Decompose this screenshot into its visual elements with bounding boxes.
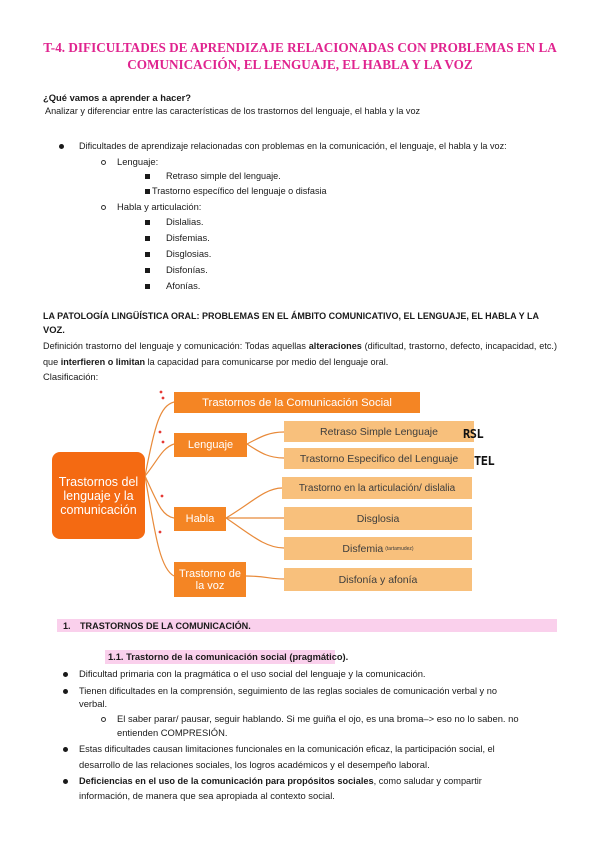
page-title-line-1: T-4. DIFICULTADES DE APRENDIZAJE RELACIONADAS CON PROBLEMAS EN LA [43,40,557,55]
pathology-heading-line-2: VOZ. [43,324,65,335]
outline-habla-item: Disfemias. [166,232,210,243]
intro-question: ¿Qué vamos a aprender a hacer? [43,92,191,103]
section-1-bullet-4-line-2: información, de manera que sea apropiada al contexto social. [79,790,335,801]
bullet-dot [63,672,68,677]
diagram-disfonia: Disfonía y afonía [284,568,472,591]
diagram-root: Trastornos del lenguaje y la comunicación [52,452,145,539]
subsection-title: 1.1. Trastorno de la comunicación social (pragmático). [108,652,349,662]
definition-text: Definición trastorno del lenguaje y comunicación: Todas aquellas [43,341,309,351]
outline-habla-item: Disglosias. [166,248,212,259]
bullet-square [145,268,150,273]
definition-bold: alteraciones [308,341,362,351]
bullet-square [145,236,150,241]
diagram-habla: Habla [174,507,226,531]
connector-lines [145,402,284,579]
section-1-bullet-2-line-1: Tienen dificultades en la comprensión, seguimiento de las reglas sociales de comunicación verbal y no [79,686,497,696]
disfemia-note: (tartamudez) [385,545,414,552]
bullet-4-rest: , como saludar y compartir [373,776,482,786]
connector-voz-disfonia [246,576,284,579]
bullet-4-bold: Deficiencias en el uso de la comunicación para propósitos sociales [79,776,374,786]
connector-root-social [145,402,174,476]
section-1-sub-bullet-line-1: El saber parar/ pausar, seguir hablando. Si me guiña el ojo, es una broma–> eso no lo saben. no [117,713,519,724]
pathology-heading-line-1: LA PATOLOGÍA LINGÜÍSTICA ORAL: PROBLEMAS EN EL ÁMBITO COMUNICATIVO, EL LENGUAJE, EL HABLA Y LA [43,311,540,321]
outline-lenguaje-item: Retraso simple del lenguaje. [166,171,281,181]
bullet-circle [101,717,106,722]
section-1-bullet-1: Dificultad primaria con la pragmática o el uso social del lenguaje y la comunicación. [79,668,426,679]
section-1-number: 1. [63,621,71,631]
outline-main: Dificultades de aprendizaje relacionadas con problemas en la comunicación, el lenguaje, el habla y la voz: [79,141,507,151]
outline-habla-label: Habla y articulación: [117,201,202,212]
section-1-title: TRASTORNOS DE LA COMUNICACIÓN. [80,621,251,631]
diagram-articulacion: Trastorno en la articulación/ dislalia [282,477,472,499]
outline-habla-item: Dislalias. [166,216,204,227]
connector-lenguaje-retraso [247,432,284,444]
diagram-lenguaje: Lenguaje [174,433,247,457]
connector-lenguaje-especifico [247,444,284,458]
diagram-disfemia [284,537,472,560]
definition-text: (dificultad, trastorno, defecto, incapacidad, etc.) que [43,341,557,367]
bullet-square [145,174,150,179]
section-1-bullet-2-line-2: verbal. [79,698,108,709]
bullet-square [145,252,150,257]
bullet-dot [59,144,64,149]
outline-lenguaje-label: Lenguaje: [117,156,159,167]
outline-lenguaje-item: Trastorno específico del lenguaje o disfasia [152,186,327,196]
handwritten-rsl: RSL [463,427,484,441]
bullet-dot [63,747,68,752]
bullet-square [145,220,150,225]
pathology-definition [43,339,557,370]
section-1-bullet-3-line-1: Estas dificultades causan limitaciones funcionales en la comunicación eficaz, la participación social, el [79,744,495,754]
bullet-square [145,189,150,194]
connector-root-voz [145,476,174,576]
section-1-bullet-3-line-2: desarrollo de las relaciones sociales, los logros académicos y el desempeño laboral. [79,759,430,770]
handwritten-tel: TEL [474,454,495,468]
diagram-voz: Trastorno de la voz [174,562,246,597]
bullet-circle [101,160,106,165]
connector-root-lenguaje [145,444,174,476]
definition-bold: interfieren o limitan [60,356,146,367]
section-1-sub-bullet-line-2: entienden COMPRESIÓN. [117,727,228,738]
clasificacion-label: Clasificación: [43,371,99,382]
outline-habla-item: Disfonías. [166,264,208,275]
connector-habla-disfemia [226,518,284,548]
bullet-dot [63,689,68,694]
outline-habla-item: Afonías. [166,280,201,291]
bullet-dot [63,779,68,784]
diagram-trastorno-especifico: Trastorno Especifico del Lenguaje [284,448,474,469]
section-1-bullet-4-line-1 [79,775,482,787]
connector-habla-articulacion [226,488,282,518]
diagram-disglosia: Disglosia [284,507,472,530]
definition-text: la capacidad para comunicarse por medio del lenguaje oral. [145,356,389,367]
diagram-comunicacion-social: Trastornos de la Comunicación Social [174,392,420,413]
classification-diagram [50,384,500,606]
connector-root-habla [145,476,174,518]
bullet-square [145,284,150,289]
intro-objective: Analizar y diferenciar entre las características de los trastornos del lenguaje, el habla y la voz [45,106,421,116]
disfemia-label: Disfemia [342,542,384,555]
page-title-line-2: COMUNICACIÓN, EL LENGUAJE, EL HABLA Y LA VOZ [127,57,473,72]
diagram-retraso-simple: Retraso Simple Lenguaje [284,421,474,442]
bullet-circle [101,205,106,210]
